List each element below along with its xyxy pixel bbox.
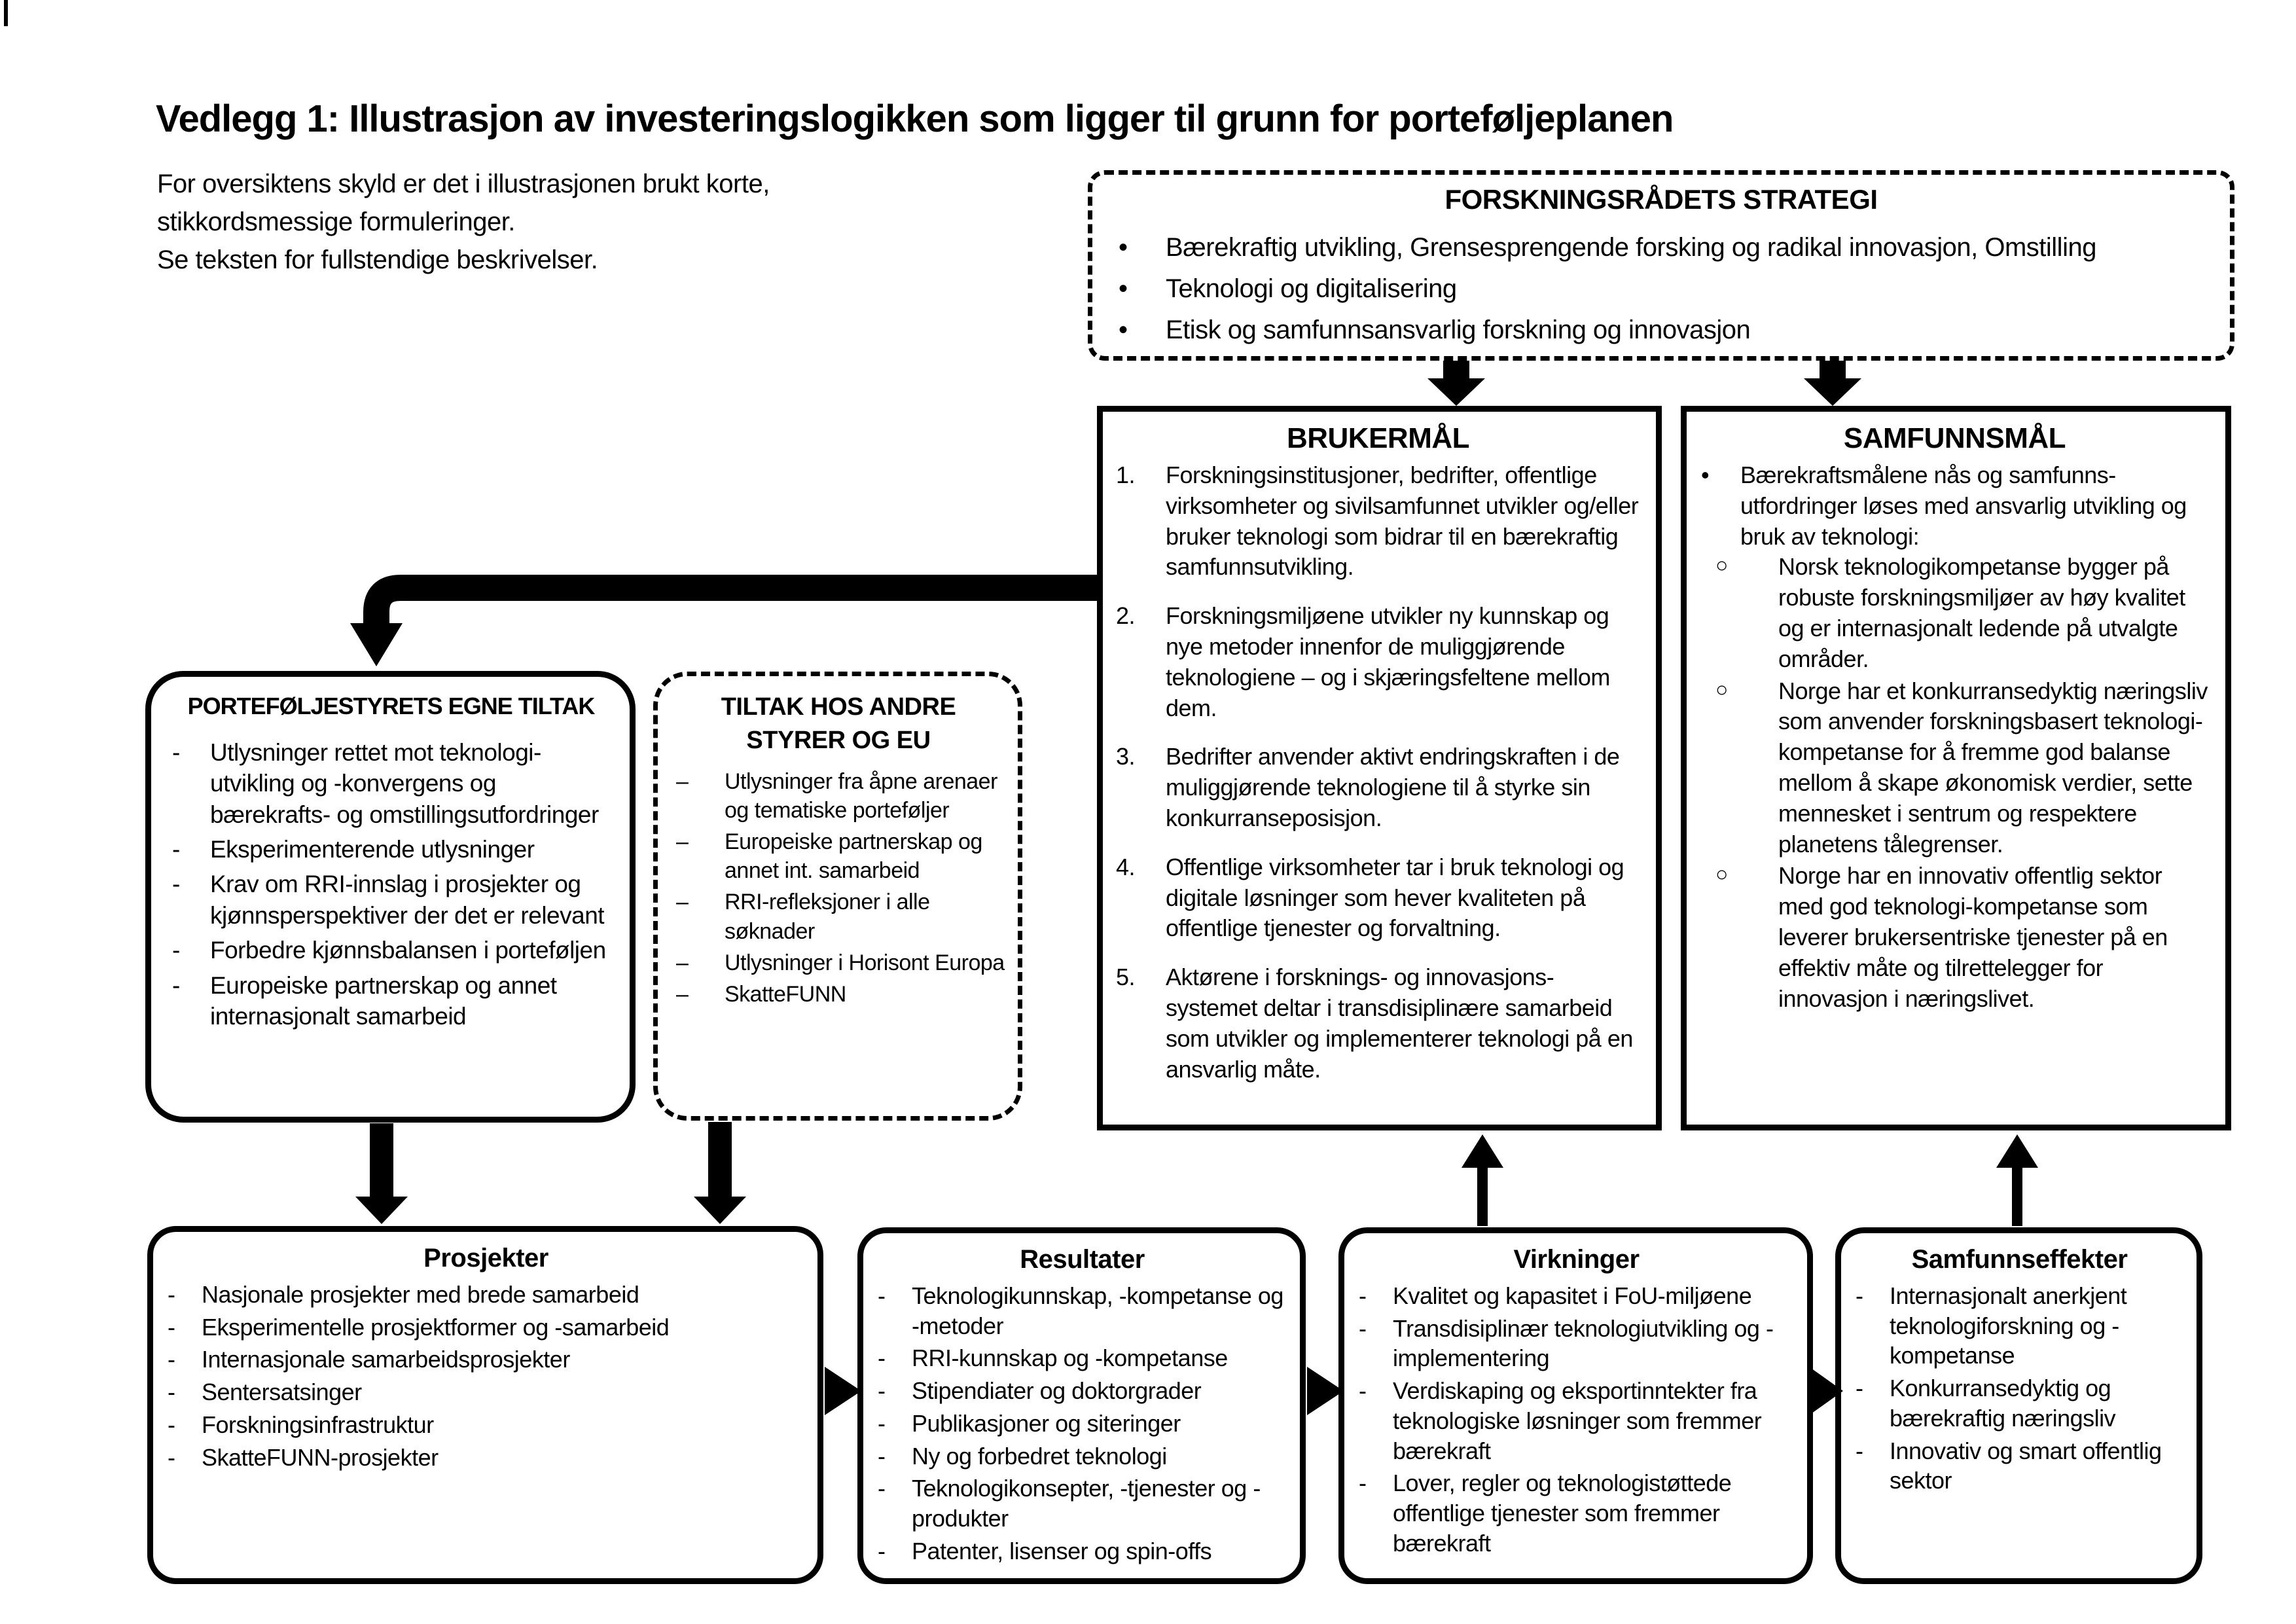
list-item bbox=[1119, 268, 2204, 310]
arrow-samfunnseffekter-to-samfunnsmal bbox=[1996, 1134, 2038, 1226]
bullet-marker: - bbox=[878, 1377, 886, 1405]
bullet-marker: - bbox=[168, 1411, 175, 1438]
bullet-marker: • bbox=[1701, 461, 1710, 488]
bullet-marker: – bbox=[676, 981, 689, 1007]
samfunnseffekter-title: Samfunnseffekter bbox=[1911, 1245, 2128, 1274]
list-item bbox=[165, 1443, 807, 1473]
arrow-strategy-to-samfunnsmal bbox=[1804, 361, 1861, 406]
list-item-text: Norge har et konkurransedyktig næringsliv som anvender forskningsbasert teknologi-kompetanse for å fremme god balanse mellom å skape økonomisk verdier, sette mennesket i sentrum og respektere planetens tålegrenser. bbox=[1778, 677, 2208, 857]
bullet-marker: • bbox=[1119, 274, 1128, 304]
strategy-list bbox=[1119, 227, 2204, 352]
list-item-text: Aktørene i forsknings- og innovasjons-systemet deltar i transdisiplinære samarbeid som utvikler og implementerer teknologi på en ansvarlig måte. bbox=[1166, 964, 1633, 1083]
list-item-text: Norge har en innovativ offentlig sektor med god teknologi-kompetanse som leverer brukersentriske tjenester på en effektiv måte og tilrettelegger for innovasjon i næringslivet. bbox=[1778, 862, 2168, 1012]
list-item bbox=[671, 980, 1006, 1009]
samfunnsmal-title: SAMFUNNSMÅL bbox=[1843, 422, 2066, 454]
list-item-text: Forskningsmiljøene utvikler ny kunnskap og nye metoder innenfor de muliggjørende teknologiene – og i skjæringsfeltene mellom dem. bbox=[1166, 602, 1610, 721]
list-item bbox=[875, 1409, 1289, 1439]
list-item-text: Teknologikonsepter, -tjenester og -produkter bbox=[912, 1475, 1261, 1532]
bullet-marker: - bbox=[878, 1344, 886, 1372]
list-item-text: Nasjonale prosjekter med brede samarbeid bbox=[202, 1281, 639, 1308]
list-item-text: Transdisiplinær teknologiutvikling og -implementering bbox=[1393, 1314, 1774, 1372]
list-item-text: SkatteFUNN-prosjekter bbox=[202, 1443, 439, 1471]
bullet-marker: – bbox=[676, 768, 689, 794]
intro-line: For oversiktens skyld er det i illustrasjonen brukt korte, bbox=[157, 170, 770, 198]
resultater-list bbox=[875, 1281, 1289, 1566]
list-item bbox=[168, 869, 614, 931]
resultater-title: Resultater bbox=[1020, 1245, 1145, 1274]
list-item bbox=[1356, 1468, 1797, 1558]
bullet-marker: - bbox=[1856, 1282, 1863, 1309]
bullet-marker: - bbox=[168, 1346, 175, 1373]
strategy-box bbox=[1088, 170, 2234, 361]
list-item bbox=[1356, 1314, 1797, 1373]
list-item-text: Lover, regler og teknologistøttede offentlige tjenester som fremmer bærekraft bbox=[1393, 1470, 1732, 1557]
list-item-text: RRI-refleksjoner i alle søknader bbox=[725, 890, 930, 944]
bullet-marker: - bbox=[172, 836, 180, 863]
page-edge-mark bbox=[4, 0, 8, 26]
list-item bbox=[165, 1344, 807, 1375]
list-item-text: Verdiskaping og eksportinntekter fra teknologiske løsninger som fremmer bærekraft bbox=[1393, 1377, 1762, 1464]
bullet-marker: • bbox=[1119, 316, 1128, 345]
list-item-text: Teknologi og digitalisering bbox=[1166, 274, 1457, 304]
bullet-marker: – bbox=[676, 950, 689, 975]
bullet-marker: - bbox=[878, 1409, 886, 1437]
list-item-text: Europeiske partnerskap og annet int. samarbeid bbox=[725, 829, 982, 884]
samfunnsmal-box bbox=[1681, 406, 2231, 1130]
bullet-marker: - bbox=[172, 739, 180, 766]
list-item bbox=[168, 834, 614, 865]
list-item-text: Sentersatsinger bbox=[202, 1379, 362, 1406]
list-item bbox=[165, 1312, 807, 1343]
intro-line: Se teksten for fullstendige beskrivelser. bbox=[157, 245, 598, 274]
prosjekter-title: Prosjekter bbox=[423, 1244, 548, 1272]
list-item bbox=[1356, 1376, 1797, 1466]
list-item-text: Bærekraftig utvikling, Grensesprengende forsking og radikal innovasjon, Omstilling bbox=[1166, 233, 2096, 262]
prosjekter-list bbox=[165, 1280, 807, 1472]
list-item bbox=[875, 1343, 1289, 1373]
list-item bbox=[1119, 310, 2204, 351]
list-item-text: Bedrifter anvender aktivt endringskraften i de muliggjørende teknologiene til å styrke sin konkurranseposisjon. bbox=[1166, 743, 1620, 831]
list-item bbox=[1853, 1281, 2186, 1371]
virkninger-box bbox=[1338, 1227, 1813, 1584]
bullet-marker: - bbox=[878, 1442, 886, 1470]
portefoljestyret-title: PORTEFØLJESTYRETS EGNE TILTAK bbox=[187, 693, 595, 719]
list-item bbox=[168, 970, 614, 1032]
list-item bbox=[1853, 1436, 2186, 1496]
bullet-marker: - bbox=[172, 937, 180, 964]
page-title: Vedlegg 1: Illustrasjon av investeringslogikken som ligger til grunn for porteføljeplanen bbox=[156, 98, 1674, 140]
bullet-marker: 4. bbox=[1116, 853, 1136, 880]
list-item-text: Norsk teknologikompetanse bygger på robuste forskningsmiljøer av høy kvalitet og er internasjonalt ledende på utvalgte områder. bbox=[1778, 553, 2185, 672]
list-item bbox=[1356, 1281, 1797, 1311]
list-item-text: Patenter, lisenser og spin-offs bbox=[912, 1537, 1212, 1564]
list-item bbox=[1116, 601, 1640, 723]
samfunnseffekter-list bbox=[1853, 1281, 2186, 1496]
bullet-marker: - bbox=[1359, 1470, 1367, 1497]
bullet-marker: - bbox=[1359, 1314, 1367, 1342]
bullet-marker: - bbox=[168, 1313, 175, 1341]
list-item bbox=[165, 1410, 807, 1440]
strategy-title: FORSKNINGSRÅDETS STRATEGI bbox=[1444, 184, 1878, 215]
bullet-marker: - bbox=[172, 871, 180, 898]
list-item bbox=[1697, 552, 2212, 674]
intro-line: stikkordsmessige formuleringer. bbox=[157, 208, 515, 236]
bullet-marker: • bbox=[1119, 233, 1128, 262]
virkninger-title: Virkninger bbox=[1513, 1245, 1640, 1274]
list-item-text: Forskningsinfrastruktur bbox=[202, 1411, 434, 1438]
list-item-text: Teknologikunnskap, -kompetanse og -metoder bbox=[912, 1282, 1283, 1339]
portefoljestyret-box bbox=[145, 671, 636, 1123]
bullet-marker: - bbox=[168, 1379, 175, 1406]
arrow-brukermal-to-portefoljestyret-head bbox=[350, 623, 403, 666]
arrow-virkninger-to-brukermal bbox=[1462, 1134, 1503, 1226]
list-item-text: Internasjonale samarbeidsprosjekter bbox=[202, 1346, 570, 1373]
list-item bbox=[1853, 1373, 2186, 1433]
arrow-brukermal-to-portefoljestyret bbox=[376, 588, 1100, 627]
list-item-text: Konkurransedyktig og bærekraftig næringsliv bbox=[1890, 1375, 2116, 1432]
arrow-prosjekter-to-resultater bbox=[825, 1367, 861, 1415]
brukermal-list bbox=[1116, 460, 1640, 1085]
list-item bbox=[671, 827, 1006, 885]
tiltak-andre-title-line1: TILTAK HOS ANDRE bbox=[721, 693, 956, 721]
list-item bbox=[671, 948, 1006, 977]
bullet-marker: - bbox=[1359, 1377, 1367, 1405]
bullet-marker: - bbox=[172, 971, 180, 999]
portefoljestyret-list bbox=[168, 737, 614, 1032]
list-item-text: Ny og forbedret teknologi bbox=[912, 1442, 1167, 1470]
brukermal-title: BRUKERMÅL bbox=[1286, 422, 1470, 454]
list-item-text: Innovativ og smart offentlig sektor bbox=[1890, 1437, 2162, 1494]
list-item bbox=[1116, 962, 1640, 1085]
tiltak-andre-title-line2: STYRER OG EU bbox=[746, 727, 931, 755]
bullet-marker: - bbox=[168, 1443, 175, 1471]
list-item-text: Eksperimentelle prosjektformer og -samarbeid bbox=[202, 1313, 670, 1341]
list-item-text: Etisk og samfunnsansvarlig forskning og innovasjon bbox=[1166, 316, 1751, 345]
list-item-text: Publikasjoner og siteringer bbox=[912, 1409, 1181, 1437]
bullet-marker: 1. bbox=[1116, 461, 1136, 488]
arrow-strategy-to-brukermal bbox=[1427, 361, 1485, 406]
list-item bbox=[165, 1280, 807, 1310]
list-item bbox=[1116, 460, 1640, 583]
bullet-marker: – bbox=[676, 890, 689, 915]
list-item bbox=[875, 1536, 1289, 1566]
bullet-marker: 5. bbox=[1116, 964, 1136, 991]
tiltak-andre-title bbox=[671, 691, 1006, 758]
list-item-text: Eksperimenterende utlysninger bbox=[210, 836, 535, 863]
list-item-text: Krav om RRI-innslag i prosjekter og kjønnsperspektiver der det er relevant bbox=[210, 871, 605, 929]
list-item bbox=[168, 935, 614, 965]
list-item-text: SkatteFUNN bbox=[725, 981, 846, 1007]
list-item-text: RRI-kunnskap og -kompetanse bbox=[912, 1344, 1228, 1372]
list-item-text: Utlysninger fra åpne arenaer og tematiske porteføljer bbox=[725, 768, 997, 823]
intro-text bbox=[157, 165, 942, 279]
bullet-marker: - bbox=[878, 1475, 886, 1502]
bullet-marker: ○ bbox=[1715, 862, 1728, 886]
list-item bbox=[875, 1473, 1289, 1533]
list-item-text: Forbedre kjønnsbalansen i porteføljen bbox=[210, 937, 606, 964]
tiltak-andre-box bbox=[653, 672, 1022, 1121]
list-item bbox=[671, 888, 1006, 945]
samfunnseffekter-box bbox=[1835, 1227, 2202, 1584]
list-item bbox=[1119, 227, 2204, 268]
list-item bbox=[875, 1376, 1289, 1406]
list-item-text: Forskningsinstitusjoner, bedrifter, offentlige virksomheter og sivilsamfunnet utvikler og/eller bruker teknologi som bidrar til en bærekraftig samfunnsutvikling. bbox=[1166, 461, 1639, 581]
list-item-text: Europeiske partnerskap og annet internasjonalt samarbeid bbox=[210, 971, 557, 1030]
arrow-portefoljestyret-to-prosjekter bbox=[355, 1123, 408, 1224]
list-item-text: Offentlige virksomheter tar i bruk teknologi og digitale løsninger som hever kvaliteten på offentlige tjenester og forvaltning. bbox=[1166, 853, 1624, 942]
bullet-marker: 2. bbox=[1116, 602, 1136, 630]
list-item-text: Stipendiater og doktorgrader bbox=[912, 1377, 1202, 1405]
samfunnsmal-lead: Bærekraftsmålene nås og samfunns-utfordringer løses med ansvarlig utvikling og bruk av teknologi: bbox=[1740, 461, 2187, 550]
list-item bbox=[671, 767, 1006, 825]
list-item bbox=[875, 1441, 1289, 1471]
brukermal-box bbox=[1097, 406, 1662, 1130]
bullet-marker: - bbox=[1359, 1282, 1367, 1309]
bullet-marker: ○ bbox=[1715, 677, 1728, 701]
list-item bbox=[165, 1377, 807, 1407]
list-item bbox=[1697, 676, 2212, 860]
list-item-text: Utlysninger i Horisont Europa bbox=[725, 950, 1005, 975]
bullet-marker: - bbox=[1856, 1375, 1863, 1402]
bullet-marker: - bbox=[1856, 1437, 1863, 1464]
list-item-text: Internasjonalt anerkjent teknologiforskning og -kompetanse bbox=[1890, 1282, 2127, 1369]
bullet-marker: ○ bbox=[1715, 553, 1728, 577]
list-item bbox=[1697, 460, 2212, 552]
samfunnsmal-sublist bbox=[1697, 552, 2212, 1014]
bullet-marker: - bbox=[878, 1537, 886, 1564]
bullet-marker: – bbox=[676, 829, 689, 854]
list-item bbox=[1116, 852, 1640, 944]
resultater-box bbox=[857, 1227, 1306, 1584]
list-item-text: Kvalitet og kapasitet i FoU-miljøene bbox=[1393, 1282, 1752, 1309]
tiltak-andre-list bbox=[671, 767, 1006, 1009]
arrow-tiltak-to-prosjekter bbox=[694, 1122, 746, 1224]
virkninger-list bbox=[1356, 1281, 1797, 1558]
bullet-marker: - bbox=[878, 1282, 886, 1309]
list-item bbox=[875, 1281, 1289, 1341]
bullet-marker: - bbox=[168, 1281, 175, 1308]
list-item-text: Utlysninger rettet mot teknologi-utvikling og -konvergens og bærekrafts- og omstillingsutfordringer bbox=[210, 739, 599, 828]
bullet-marker: 3. bbox=[1116, 743, 1136, 770]
prosjekter-box bbox=[147, 1226, 823, 1584]
list-item bbox=[168, 737, 614, 830]
list-item bbox=[1116, 742, 1640, 833]
list-item bbox=[1697, 861, 2212, 1014]
